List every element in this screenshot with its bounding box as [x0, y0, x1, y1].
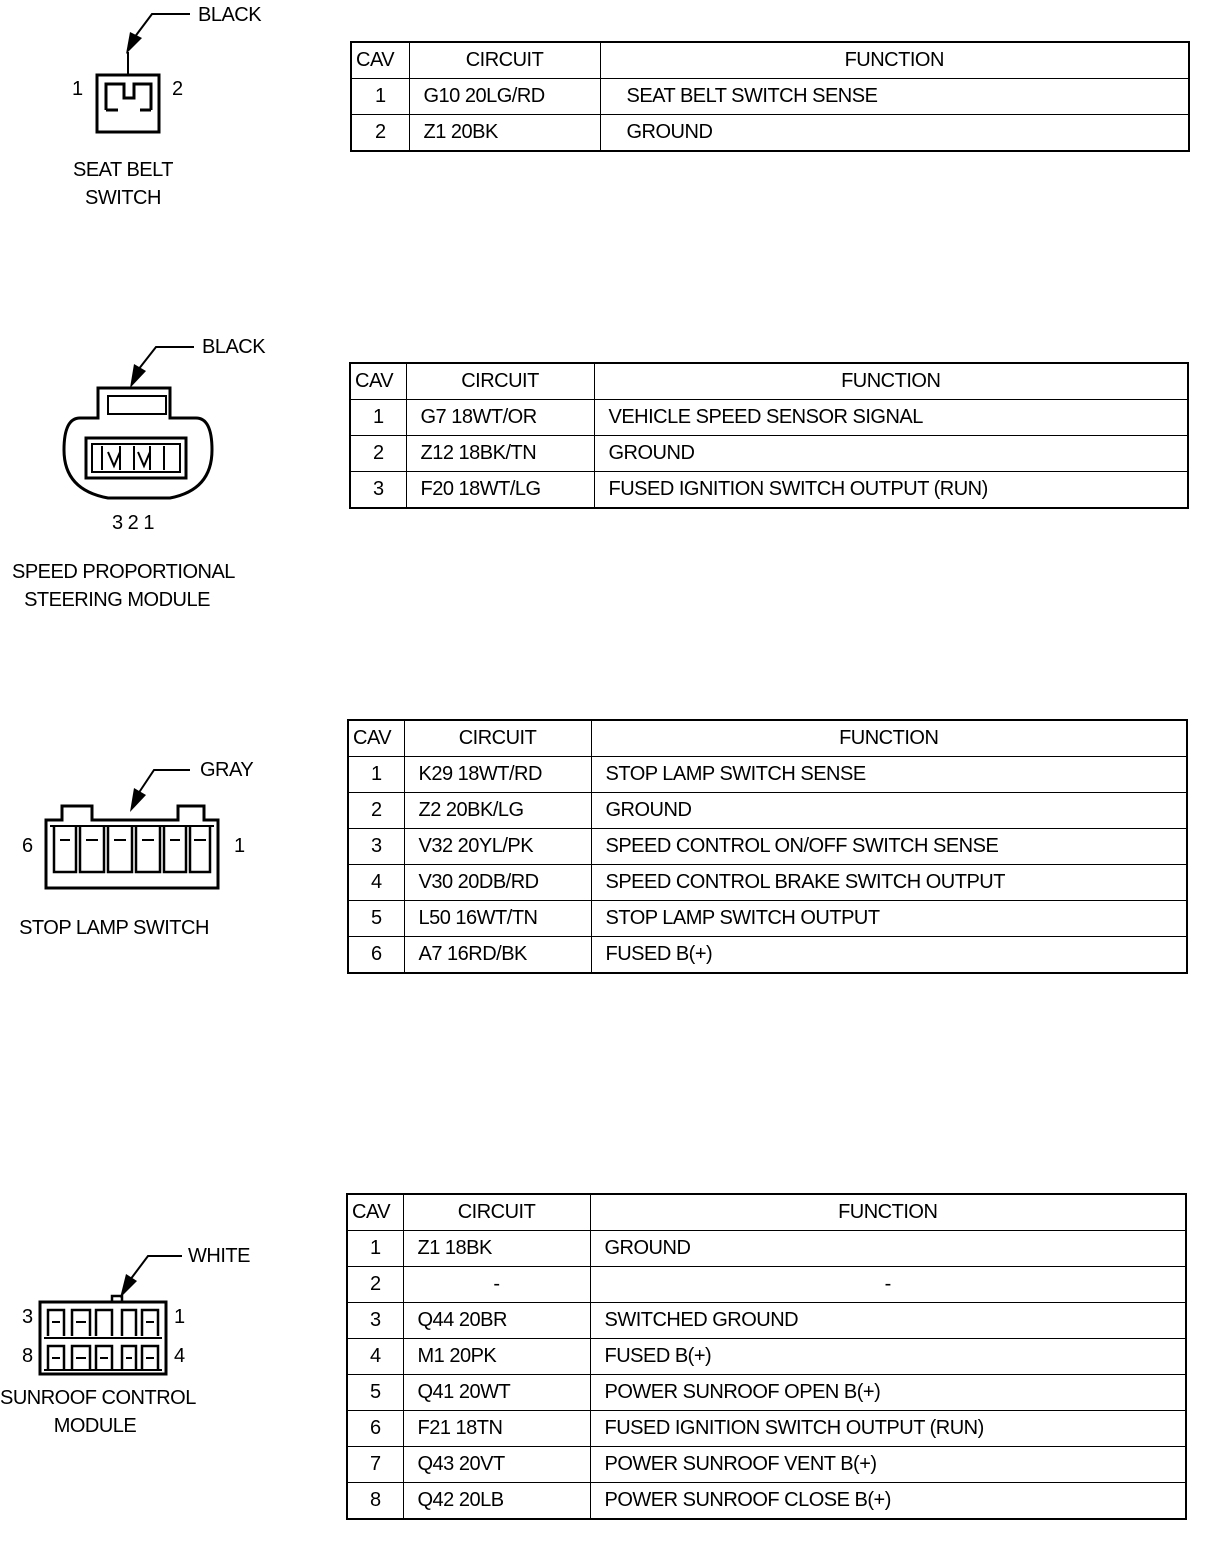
- cell-function: POWER SUNROOF OPEN B(+): [590, 1375, 1186, 1411]
- table-row: [347, 1267, 1186, 1303]
- table-row: [348, 937, 1187, 974]
- pin-label-2: 2: [172, 78, 183, 100]
- cell-cav: 1: [347, 1231, 403, 1267]
- pin-label-3: 3: [22, 1306, 33, 1328]
- cell-circuit: Z1 20BK: [409, 115, 600, 152]
- pinout-table: [350, 41, 1190, 152]
- header-circuit: CIRCUIT: [404, 720, 591, 757]
- header-circuit: CIRCUIT: [406, 363, 594, 400]
- cell-circuit: L50 16WT/TN: [404, 901, 591, 937]
- cell-function: GROUND: [591, 793, 1187, 829]
- table-row: [347, 1447, 1186, 1483]
- cell-circuit: -: [403, 1267, 590, 1303]
- table-row: [348, 757, 1187, 793]
- cell-function: SEAT BELT SWITCH SENSE: [600, 79, 1189, 115]
- cell-function: STOP LAMP SWITCH OUTPUT: [591, 901, 1187, 937]
- table-row: [348, 829, 1187, 865]
- cell-circuit: Q44 20BR: [403, 1303, 590, 1339]
- cell-cav: 6: [347, 1411, 403, 1447]
- cell-cav: 1: [351, 79, 409, 115]
- cell-cav: 7: [347, 1447, 403, 1483]
- cell-function: FUSED IGNITION SWITCH OUTPUT (RUN): [594, 472, 1188, 509]
- cell-cav: 1: [348, 757, 404, 793]
- cell-function: -: [590, 1267, 1186, 1303]
- cell-function: GROUND: [594, 436, 1188, 472]
- header-circuit: CIRCUIT: [409, 42, 600, 79]
- cell-cav: 2: [350, 436, 406, 472]
- header-function: FUNCTION: [600, 42, 1189, 79]
- cell-circuit: Q42 20LB: [403, 1483, 590, 1520]
- table-row: [348, 793, 1187, 829]
- cell-circuit: F20 18WT/LG: [406, 472, 594, 509]
- cell-circuit: M1 20PK: [403, 1339, 590, 1375]
- pinout-table: [349, 362, 1189, 509]
- table-header-row: [351, 42, 1189, 79]
- cell-circuit: V32 20YL/PK: [404, 829, 591, 865]
- cell-cav: 2: [347, 1267, 403, 1303]
- pin-label-4: 4: [174, 1345, 185, 1367]
- header-function: FUNCTION: [590, 1194, 1186, 1231]
- header-cav: CAV: [351, 42, 409, 79]
- pin-label-1: 1: [72, 78, 83, 100]
- cell-circuit: F21 18TN: [403, 1411, 590, 1447]
- table-header-row: [350, 363, 1188, 400]
- cell-function: FUSED IGNITION SWITCH OUTPUT (RUN): [590, 1411, 1186, 1447]
- cell-circuit: Z1 18BK: [403, 1231, 590, 1267]
- table-row: [348, 865, 1187, 901]
- pin-labels: 3 2 1: [112, 512, 154, 534]
- cell-circuit: Q43 20VT: [403, 1447, 590, 1483]
- cell-cav: 5: [347, 1375, 403, 1411]
- cell-cav: 4: [348, 865, 404, 901]
- table-row: [350, 472, 1188, 509]
- cell-cav: 2: [351, 115, 409, 152]
- table-header-row: [347, 1194, 1186, 1231]
- cell-cav: 4: [347, 1339, 403, 1375]
- cell-circuit: Z12 18BK/TN: [406, 436, 594, 472]
- table-row: [350, 436, 1188, 472]
- table-row: [350, 400, 1188, 436]
- cell-circuit: V30 20DB/RD: [404, 865, 591, 901]
- table-row: [347, 1339, 1186, 1375]
- cell-function: FUSED B(+): [591, 937, 1187, 974]
- pin-label-6: 6: [22, 835, 33, 857]
- cell-circuit: Z2 20BK/LG: [404, 793, 591, 829]
- cell-cav: 8: [347, 1483, 403, 1520]
- cell-circuit: K29 18WT/RD: [404, 757, 591, 793]
- connector-color-label: BLACK: [202, 336, 266, 358]
- header-cav: CAV: [350, 363, 406, 400]
- header-function: FUNCTION: [591, 720, 1187, 757]
- table-header-row: [348, 720, 1187, 757]
- table-row: [347, 1375, 1186, 1411]
- cell-function: POWER SUNROOF CLOSE B(+): [590, 1483, 1186, 1520]
- header-circuit: CIRCUIT: [403, 1194, 590, 1231]
- cell-function: SWITCHED GROUND: [590, 1303, 1186, 1339]
- cell-function: FUSED B(+): [590, 1339, 1186, 1375]
- connector-color-label: BLACK: [198, 4, 262, 26]
- cell-cav: 2: [348, 793, 404, 829]
- cell-cav: 3: [350, 472, 406, 509]
- cell-circuit: A7 16RD/BK: [404, 937, 591, 974]
- pinout-table: [346, 1193, 1187, 1520]
- cell-cav: 6: [348, 937, 404, 974]
- cell-cav: 3: [348, 829, 404, 865]
- header-cav: CAV: [348, 720, 404, 757]
- connector-name: SPEED PROPORTIONAL STEERING MODULE: [12, 561, 235, 611]
- pin-label-8: 8: [22, 1345, 33, 1367]
- sunroof-module-connector-icon: [0, 0, 1, 1]
- header-cav: CAV: [347, 1194, 403, 1231]
- connector-name: SUNROOF CONTROL MODULE: [0, 1387, 196, 1437]
- table-row: [347, 1303, 1186, 1339]
- cell-function: GROUND: [590, 1231, 1186, 1267]
- pinout-table: [347, 719, 1188, 974]
- connector-name: SEAT BELT SWITCH: [73, 159, 173, 209]
- connector-color-label: GRAY: [200, 759, 254, 781]
- table-row: [351, 79, 1189, 115]
- connector-color-label: WHITE: [188, 1245, 250, 1267]
- cell-function: POWER SUNROOF VENT B(+): [590, 1447, 1186, 1483]
- cell-function: VEHICLE SPEED SENSOR SIGNAL: [594, 400, 1188, 436]
- cell-cav: 5: [348, 901, 404, 937]
- pin-label-1: 1: [174, 1306, 185, 1328]
- cell-circuit: G7 18WT/OR: [406, 400, 594, 436]
- table-row: [351, 115, 1189, 152]
- table-row: [347, 1483, 1186, 1520]
- cell-function: GROUND: [600, 115, 1189, 152]
- connector-name: STOP LAMP SWITCH: [19, 917, 209, 939]
- cell-cav: 1: [350, 400, 406, 436]
- cell-circuit: Q41 20WT: [403, 1375, 590, 1411]
- cell-cav: 3: [347, 1303, 403, 1339]
- pin-label-1: 1: [234, 835, 245, 857]
- cell-function: SPEED CONTROL BRAKE SWITCH OUTPUT: [591, 865, 1187, 901]
- table-row: [347, 1411, 1186, 1447]
- cell-function: SPEED CONTROL ON/OFF SWITCH SENSE: [591, 829, 1187, 865]
- header-function: FUNCTION: [594, 363, 1188, 400]
- table-row: [347, 1231, 1186, 1267]
- cell-function: STOP LAMP SWITCH SENSE: [591, 757, 1187, 793]
- table-row: [348, 901, 1187, 937]
- cell-circuit: G10 20LG/RD: [409, 79, 600, 115]
